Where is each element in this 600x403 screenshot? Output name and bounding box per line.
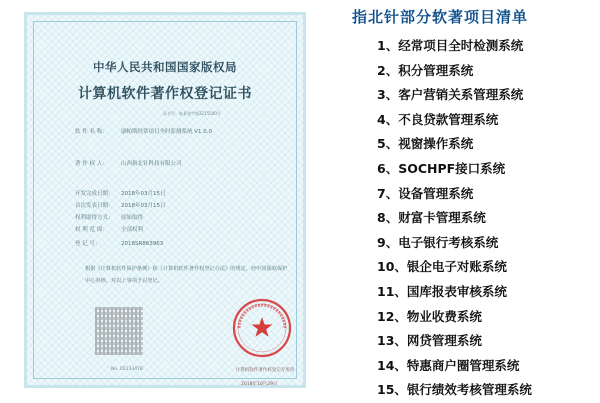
list-item: 1、经常项目全时检测系统	[377, 38, 524, 53]
list-item: 15、银行绩效考核管理系统	[377, 382, 532, 398]
row-label: 登 记 号：	[75, 241, 101, 247]
row-value: 山西指北针科技有限公司	[121, 161, 182, 167]
list-title: 指北针部分软著项目清单	[352, 8, 529, 26]
row-dev-date	[75, 189, 166, 197]
copyright-certificate	[24, 12, 306, 388]
certificate-number: 证书号：软著登字第2215500号	[163, 111, 221, 116]
row-scope	[75, 225, 143, 233]
row-value: 2018SR863963	[121, 241, 164, 247]
list-item: 3、客户营销关系管理系统	[377, 87, 524, 103]
list-item: 4、不良贷款管理系统	[377, 111, 499, 127]
list-item: 13、网贷管理系统	[377, 333, 482, 349]
row-owner	[75, 159, 182, 167]
barcode-image	[95, 307, 143, 355]
official-seal-image	[231, 297, 293, 359]
project-list	[377, 34, 532, 403]
certificate-title: 计算机软件著作权登记证书	[78, 86, 252, 102]
list-item: 14、特惠商户圈管理系统	[377, 357, 520, 373]
row-value: 2018年03月15日	[121, 203, 166, 209]
list-item: 2、积分管理系统	[377, 62, 474, 78]
row-software-name	[75, 127, 212, 135]
issue-date: 2018年10月29日	[241, 382, 278, 387]
list-item: 12、物业收费系统	[377, 308, 482, 324]
row-value: 康帕斯经常项目全时监测系统 V1.0.0	[121, 129, 213, 135]
list-item: 7、设备管理系统	[377, 185, 474, 201]
certificate-issuer: 中华人民共和国国家版权局	[93, 60, 237, 74]
list-item: 11、国库报表审核系统	[377, 283, 507, 299]
list-item: 10、银企电子对账系统	[377, 259, 507, 275]
list-item: 9、电子银行考核系统	[377, 234, 499, 250]
row-value: 原始取得	[121, 215, 144, 221]
seal-issuer-label: 计算机软件著作权登记专用章	[235, 368, 295, 373]
row-label: 权利取得方式：	[75, 215, 114, 221]
row-label: 首次发表日期：	[75, 203, 114, 209]
row-label: 权 利 范 围：	[75, 227, 108, 233]
row-label: 著 作 权 人：	[75, 161, 108, 167]
certificate-serial: No. 02133478	[111, 367, 143, 372]
row-acquisition	[75, 213, 143, 221]
row-value: 2018年03月15日	[121, 191, 166, 197]
list-item: 8、财富卡管理系统	[377, 210, 486, 226]
row-value: 全部权利	[121, 227, 144, 233]
list-item: 5、视窗操作系统	[377, 136, 474, 152]
row-label: 开发完成日期：	[75, 191, 114, 197]
row-registration-number	[75, 239, 163, 247]
row-publish-date	[75, 201, 166, 209]
certificate-statement: 根据《计算机软件保护条例》和《计算机软件著作权登记办法》的规定，经中国版权保护中心审核，对以上事项予以登记。	[85, 266, 288, 284]
row-label: 软 件 名 称：	[75, 129, 108, 135]
list-item: 6、SOCHPF接口系统	[377, 160, 506, 176]
